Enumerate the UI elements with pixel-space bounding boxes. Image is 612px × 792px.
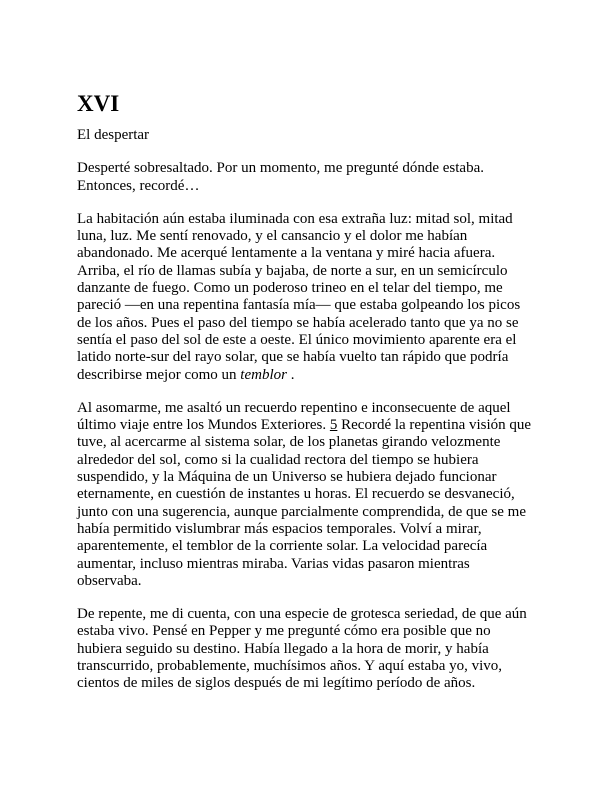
paragraph-window [77,211,537,384]
paragraph-memory-text: Al asomarme, me asaltó un recuerdo repentino e inconsecuente de aquel último viaje entre los Mundos Exteriores. [77,399,511,434]
paragraph-window-end: . [286,366,295,383]
chapter-title: El despertar [77,127,150,143]
paragraph-memory [77,400,537,590]
footnote-link[interactable]: 5 [329,417,338,434]
paragraph-awakening: Desperté sobresaltado. Por un momento, me pregunté dónde estaba. Entonces, recordé… [77,160,484,194]
emphasis-temblor: temblor [240,366,287,383]
paragraph-alive: De repente, me di cuenta, con una especie de grotesca seriedad, de que aún estaba vivo. Pensé en Pepper y me pregunté cómo era posible que no hubiera seguido su destino. Había llegado a la hora de morir, y había transcurrido, probablemente, muchísimos años. Y aquí estaba yo, vivo, cientos de miles de siglos después de mi legítimo período de años. [77,606,527,692]
paragraph-memory-rest: Recordé la repentina visión que tuve, al acercarme al sistema solar, de los planetas girando velozmente alrededor del sol, como si la cualidad rectora del tiempo se hubiera suspendido, y la Máquina de un Universo se hubiera dejado funcionar eternamente, en cuestión de instantes u horas. El recuerdo se desvaneció, junto con una sugerencia, aunque parcialmente comprendida, de que se me había permitido vislumbrar más espacios temporales. Volví a mirar, aparentemente, el temblor de la corriente solar. La velocidad parecía aumentar, incluso mientras miraba. Varias vidas pasaron mientras observaba. [77,417,532,589]
chapter-body [77,91,537,709]
paragraph-window-text: La habitación aún estaba iluminada con esa extraña luz: mitad sol, mitad luna, luz. Me sentí renovado, y el cansancio y el dolor me habían abandonado. Me acerqué lentamente a la ventana y miré hacia afuera. Arriba, el río de llamas subía y bajaba, de norte a sur, en un semicírculo danzante de fuego. Como un poderoso trineo en el telar del tiempo, me pareció —en una repentina fantasía mía— que estaba golpeando los picos de los años. Pues el paso del tiempo se había acelerado tanto que ya no se sentía el paso del sol de este a oeste. El único movimiento aparente era el latido norte-sur del rayo solar, que se había vuelto tan rápido que podría describirse mejor como un [77,210,521,383]
chapter-number: XVI [77,91,120,116]
